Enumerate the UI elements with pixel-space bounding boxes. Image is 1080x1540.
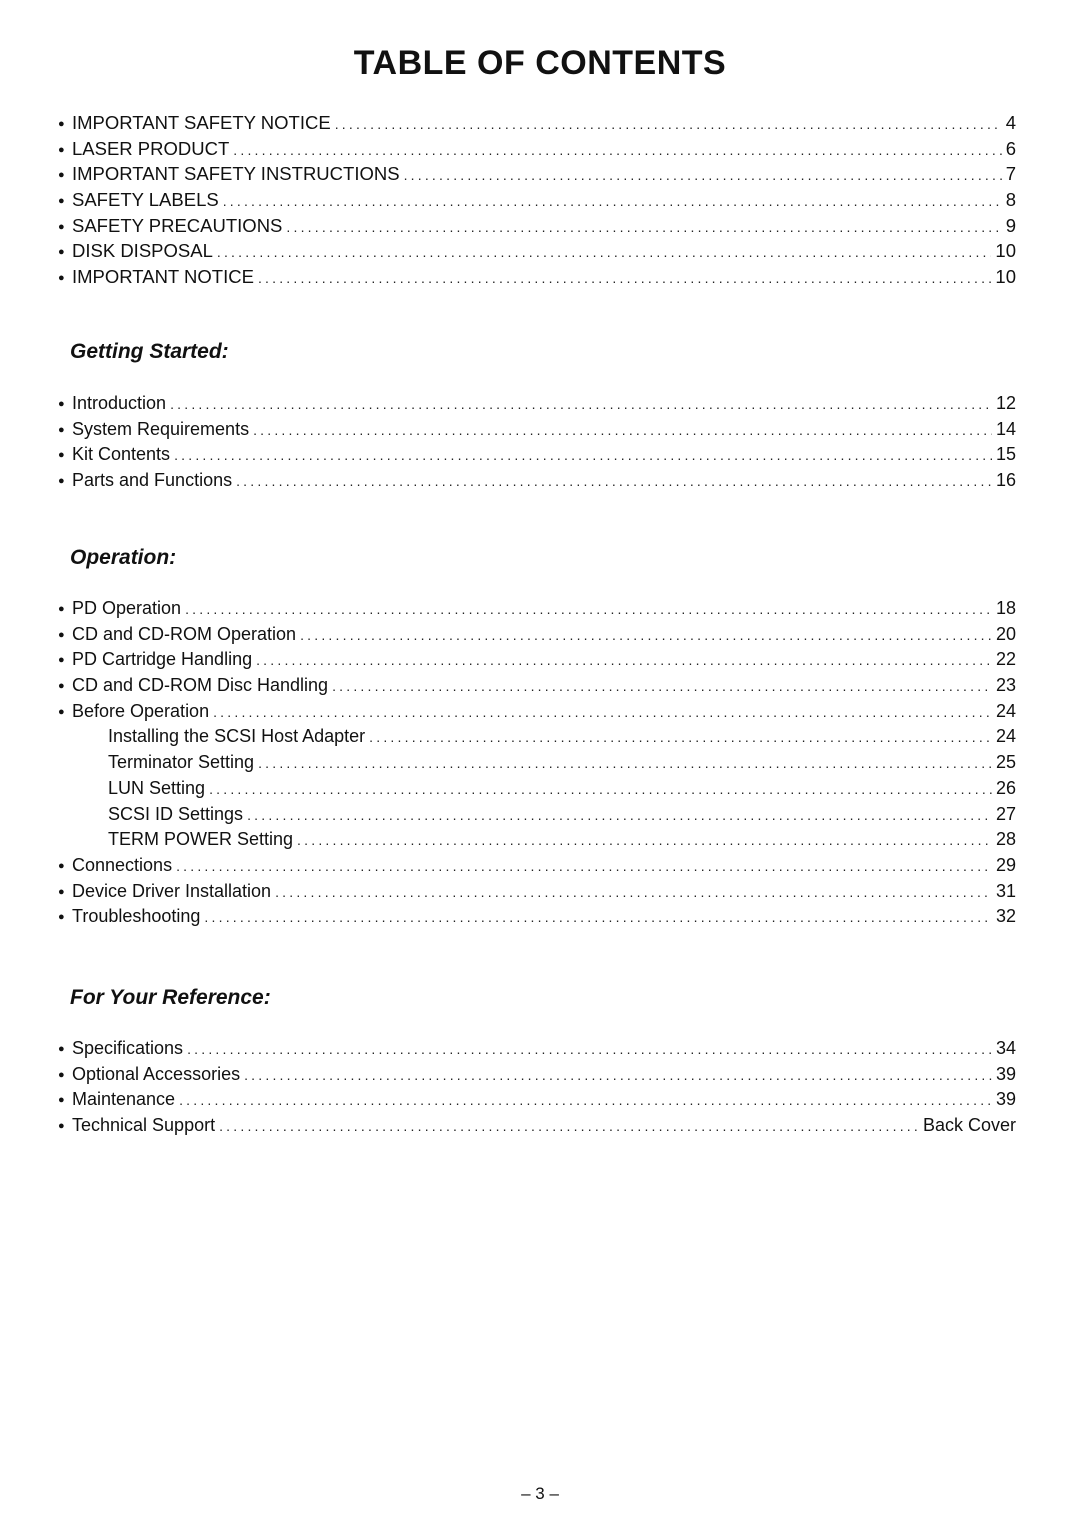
- toc-entry-page: 16: [995, 470, 1016, 491]
- dot-leader: [236, 469, 992, 495]
- bullet-icon: ●: [58, 449, 65, 462]
- toc-entry[interactable]: [58, 1113, 1016, 1139]
- bullet-icon: ●: [58, 1068, 65, 1081]
- toc-entry-page: 12: [995, 393, 1016, 413]
- toc-entry[interactable]: [58, 724, 1016, 750]
- dot-leader: [219, 1114, 919, 1140]
- toc-entry-label: SCSI ID Settings: [108, 803, 244, 824]
- bullet-icon: ●: [58, 859, 65, 872]
- toc-entry-page: 26: [995, 777, 1016, 798]
- toc-entry-page: 27: [995, 803, 1016, 824]
- bullet-icon: ●: [58, 1094, 65, 1107]
- toc-entry-page: 10: [995, 240, 1016, 262]
- operation-list: [58, 596, 1016, 930]
- toc-entry-label: PD Operation: [72, 598, 182, 618]
- toc-entry[interactable]: [58, 264, 1016, 290]
- dot-leader: [335, 112, 1002, 138]
- dot-leader: [244, 1063, 992, 1089]
- dot-leader: [404, 163, 1002, 189]
- dot-leader: [275, 880, 992, 906]
- dot-leader: [174, 443, 992, 469]
- toc-entry-label: Device Driver Installation: [72, 880, 272, 901]
- toc-entry-page: 32: [995, 906, 1016, 927]
- bullet-icon: ●: [58, 220, 65, 233]
- dot-leader: [286, 215, 1001, 241]
- toc-entry[interactable]: [58, 213, 1016, 239]
- dot-leader: [187, 1037, 992, 1063]
- page-title: TABLE OF CONTENTS: [353, 44, 727, 82]
- toc-entry-page: 4: [1005, 112, 1016, 133]
- toc-entry-label: IMPORTANT SAFETY NOTICE: [72, 112, 331, 133]
- toc-entry[interactable]: [58, 879, 1016, 905]
- toc-entry-label: CD and CD-ROM Operation: [72, 623, 297, 644]
- toc-entry-page: 34: [995, 1038, 1016, 1058]
- toc-entry-page: 6: [1005, 137, 1016, 159]
- dot-leader: [256, 648, 992, 674]
- toc-entry-page: 9: [1005, 214, 1016, 236]
- toc-entry-page: 24: [995, 700, 1016, 721]
- toc-entry[interactable]: [58, 647, 1016, 673]
- dot-leader: [253, 418, 992, 444]
- toc-entry-label: TERM POWER Setting: [108, 829, 294, 850]
- toc-entry-label: PD Cartridge Handling: [72, 649, 253, 670]
- bullet-icon: ●: [58, 603, 65, 615]
- dot-leader: [170, 392, 992, 418]
- toc-entry-label: Installing the SCSI Host Adapter: [108, 726, 366, 747]
- bullet-icon: ●: [58, 169, 65, 182]
- getting-started-list: [58, 391, 1016, 494]
- dot-leader: [297, 828, 992, 854]
- toc-entry[interactable]: [58, 468, 1016, 494]
- bullet-icon: ●: [58, 423, 65, 436]
- toc-entry[interactable]: [58, 802, 1016, 828]
- toc-entry-label: Before Operation: [72, 700, 210, 721]
- dot-leader: [233, 138, 1001, 164]
- dot-leader: [223, 189, 1002, 215]
- page-number: – 3 –: [521, 1484, 559, 1503]
- toc-entry-label: Specifications: [72, 1038, 184, 1058]
- getting-started-heading: Getting Started:: [70, 340, 229, 363]
- toc-entry-page: 7: [1005, 163, 1016, 185]
- toc-entry[interactable]: [58, 776, 1016, 802]
- toc-entry-label: IMPORTANT NOTICE: [72, 266, 254, 288]
- bullet-icon: ●: [58, 195, 65, 208]
- toc-entry-label: SAFETY LABELS: [72, 189, 219, 211]
- toc-entry-label: Introduction: [72, 393, 167, 413]
- toc-entry[interactable]: [58, 417, 1016, 443]
- toc-entry-label: Terminator Setting: [108, 752, 255, 773]
- dot-leader: [258, 751, 992, 777]
- toc-entry-label: Connections: [72, 854, 173, 875]
- bullet-icon: ●: [58, 654, 65, 667]
- toc-entry[interactable]: [58, 1087, 1016, 1113]
- toc-entry-page: 14: [995, 418, 1016, 439]
- toc-entry-page: 20: [995, 623, 1016, 644]
- toc-entry-page: 18: [995, 598, 1016, 618]
- bullet-icon: ●: [58, 680, 65, 693]
- bullet-icon: ●: [58, 885, 65, 898]
- bullet-icon: ●: [58, 1120, 65, 1133]
- toc-entry-label: Technical Support: [72, 1115, 216, 1136]
- toc-entry-label: System Requirements: [72, 418, 250, 439]
- toc-entry-page: Back Cover: [922, 1115, 1016, 1136]
- toc-entry-label: Parts and Functions: [72, 470, 233, 491]
- dot-leader: [204, 905, 992, 931]
- bullet-icon: ●: [58, 1043, 65, 1055]
- dot-leader: [209, 777, 992, 803]
- toc-entry-page: 31: [995, 880, 1016, 901]
- toc-entry-page: 29: [995, 854, 1016, 875]
- toc-entry[interactable]: [58, 391, 1016, 417]
- toc-entry-page: 23: [995, 675, 1016, 696]
- toc-entry-label: CD and CD-ROM Disc Handling: [72, 675, 329, 696]
- dot-leader: [247, 803, 992, 829]
- bullet-icon: ●: [58, 475, 65, 488]
- bullet-icon: ●: [58, 118, 65, 130]
- toc-entry[interactable]: [58, 904, 1016, 930]
- bullet-icon: ●: [58, 705, 65, 718]
- toc-entry-label: IMPORTANT SAFETY INSTRUCTIONS: [72, 163, 400, 185]
- front-matter-list: [58, 110, 1016, 290]
- toc-entry[interactable]: [58, 1036, 1016, 1062]
- bullet-icon: ●: [58, 143, 65, 156]
- toc-entry-label: Maintenance: [72, 1089, 176, 1110]
- toc-entry[interactable]: [58, 187, 1016, 213]
- dot-leader: [332, 674, 992, 700]
- dot-leader: [213, 700, 992, 726]
- toc-entry-page: 22: [995, 649, 1016, 670]
- toc-entry[interactable]: [58, 699, 1016, 725]
- dot-leader: [369, 725, 992, 751]
- toc-entry-page: 15: [995, 444, 1016, 465]
- bullet-icon: ●: [58, 246, 65, 259]
- toc-entry[interactable]: [58, 238, 1016, 264]
- dot-leader: [179, 1088, 992, 1114]
- bullet-icon: ●: [58, 628, 65, 641]
- toc-entry-label: LASER PRODUCT: [72, 137, 230, 159]
- toc-entry[interactable]: [58, 853, 1016, 879]
- reference-list: [58, 1036, 1016, 1139]
- operation-heading: Operation:: [70, 546, 177, 569]
- bullet-icon: ●: [58, 911, 65, 924]
- toc-entry-label: DISK DISPOSAL: [72, 240, 213, 262]
- toc-entry-label: Kit Contents: [72, 444, 171, 465]
- bullet-icon: ●: [58, 398, 65, 410]
- toc-entry[interactable]: [58, 596, 1016, 622]
- toc-entry-page: 28: [995, 829, 1016, 850]
- toc-entry-page: 39: [995, 1063, 1016, 1084]
- toc-entry-page: 24: [995, 726, 1016, 747]
- toc-entry[interactable]: [58, 827, 1016, 853]
- toc-entry-label: SAFETY PRECAUTIONS: [72, 214, 283, 236]
- dot-leader: [217, 240, 992, 266]
- toc-entry[interactable]: [58, 442, 1016, 468]
- toc-entry[interactable]: [58, 673, 1016, 699]
- toc-entry-page: 10: [995, 266, 1016, 288]
- toc-entry-page: 25: [995, 752, 1016, 773]
- toc-entry[interactable]: [58, 136, 1016, 162]
- reference-heading: For Your Reference:: [70, 986, 271, 1009]
- toc-entry[interactable]: [58, 1062, 1016, 1088]
- bullet-icon: ●: [58, 272, 65, 285]
- dot-leader: [258, 266, 991, 292]
- dot-leader: [176, 854, 992, 880]
- toc-entry[interactable]: [58, 161, 1016, 187]
- dot-leader: [300, 623, 992, 649]
- toc-entry-page: 8: [1005, 189, 1016, 211]
- dot-leader: [185, 597, 992, 623]
- toc-entry-page: 39: [995, 1089, 1016, 1110]
- toc-entry-label: Optional Accessories: [72, 1063, 241, 1084]
- toc-entry-label: Troubleshooting: [72, 906, 201, 927]
- toc-entry[interactable]: [58, 750, 1016, 776]
- toc-entry-label: LUN Setting: [108, 777, 206, 798]
- toc-entry[interactable]: [58, 622, 1016, 648]
- toc-entry[interactable]: [58, 110, 1016, 136]
